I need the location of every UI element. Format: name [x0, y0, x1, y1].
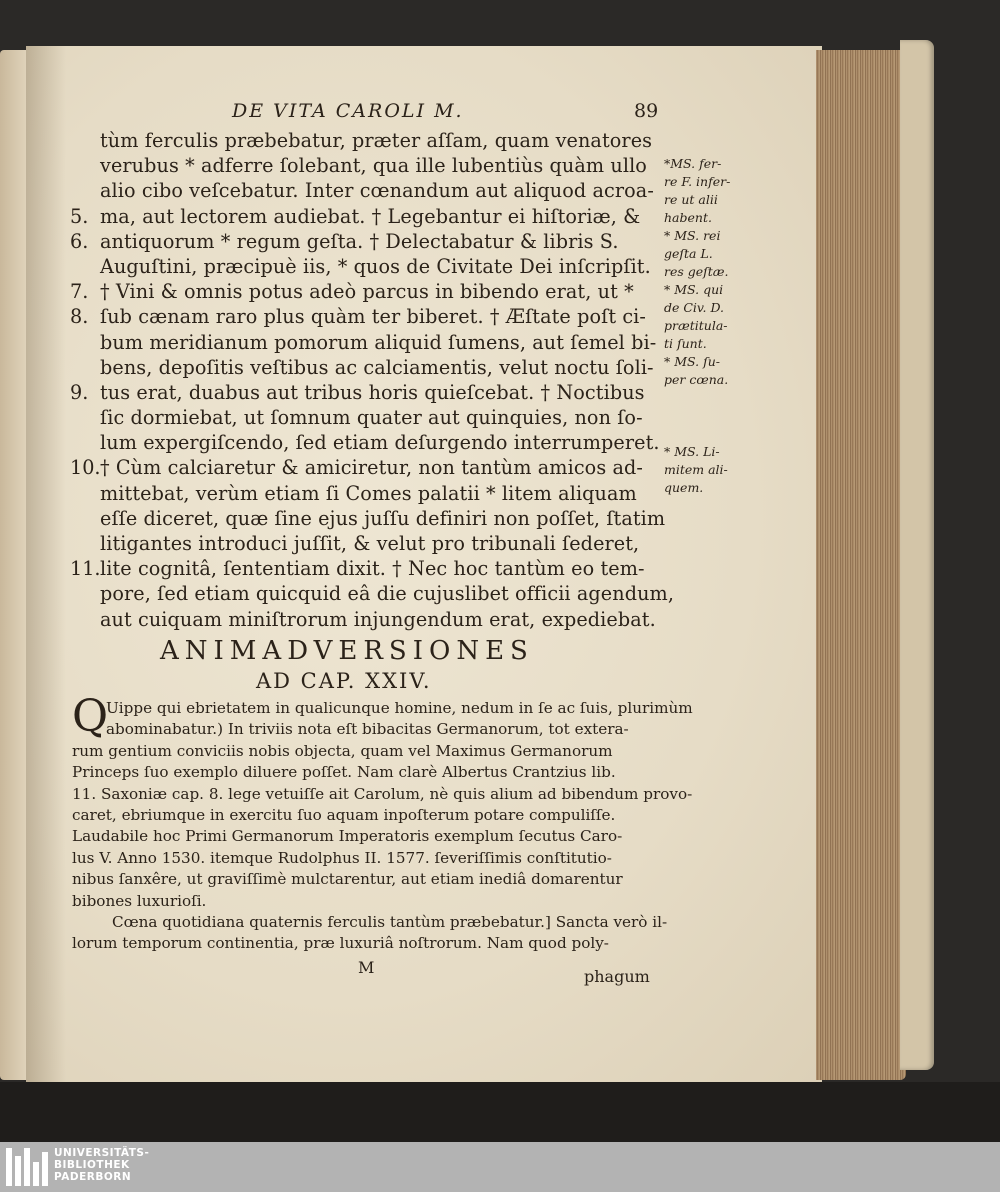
margin-note-line: * MS. rei [664, 228, 721, 243]
book-cover [900, 40, 934, 1070]
line-text: ma, aut lectorem audiebat. † Legebantur ei hiſtoriæ, & [100, 204, 641, 228]
text-line [70, 204, 670, 229]
text-line [70, 481, 670, 506]
commentary-line: rum gentium conviciis nobis objecta, quam vel Maximus Germanorum [72, 741, 613, 760]
line-text: ſub cænam raro plus quàm ter biberet. † Æſtate poſt ci- [100, 305, 647, 329]
text-line [70, 506, 670, 531]
library-name [54, 1147, 149, 1183]
text-line [70, 128, 670, 153]
margin-note-line [664, 408, 754, 424]
text-line [70, 153, 670, 178]
text-line [70, 330, 670, 355]
commentary-line: lorum temporum continentia, præ luxuriâ noſtrorum. Nam quod poly- [72, 934, 609, 953]
text-line [70, 178, 670, 203]
line-number [70, 178, 100, 203]
margin-note-line: res geſtæ. [664, 264, 729, 279]
commentary-text [72, 698, 693, 955]
text-line [70, 607, 670, 632]
main-text [70, 128, 675, 632]
commentary-line: abominabatur.) In triviis nota eſt bibacitas Germanorum, tot extera- [106, 720, 629, 739]
margin-note-line: per cœna. [664, 372, 729, 387]
margin-note-line: mitem ali- [664, 462, 728, 477]
text-line [70, 531, 670, 556]
line-number [70, 153, 100, 178]
commentary-line: bibones luxurioſi. [72, 891, 207, 910]
line-text: lum expergiſcendo, ſed etiam deſurgendo interrumperet. [100, 431, 660, 455]
text-line [70, 380, 670, 405]
line-number [70, 405, 100, 430]
line-number [70, 506, 100, 531]
margin-note-line [664, 390, 754, 406]
margin-note-line: * MS. Li- [664, 444, 720, 459]
line-number [70, 330, 100, 355]
page-edges [816, 50, 906, 1080]
line-number: 5. [70, 204, 89, 228]
commentary-line: 11. Saxoniæ cap. 8. lege vetuiſſe ait Carolum, nè quis alium ad bibendum provo- [72, 784, 693, 803]
text-line [70, 556, 670, 581]
running-head: DE VITA CAROLI M. [232, 100, 464, 122]
line-number [70, 607, 100, 632]
line-text: bens, depoſitis veſtibus ac calciamentis, velut noctu ſoli- [100, 355, 654, 379]
library-name-line1: UNIVERSITÄTS- [54, 1147, 150, 1159]
text-line [70, 455, 670, 480]
line-number [70, 128, 100, 153]
text-line [70, 430, 670, 455]
library-name-line3: PADERBORN [54, 1171, 132, 1183]
line-number: 11. [70, 557, 101, 581]
margin-note-line: * MS. ſu- [664, 354, 720, 369]
commentary-line: nibus ſanxêre, ut graviſſimè mulctarentur, aut etiam inediâ domarentur [72, 870, 623, 889]
margin-notes [664, 156, 754, 498]
text-line [70, 229, 670, 254]
commentary-line: Uippe qui ebrietatem in qualicunque homine, nedum in ſe ac ſuis, plurimùm [106, 699, 693, 717]
line-number: 10. [70, 456, 101, 480]
margin-note-line: ti ſunt. [664, 336, 707, 351]
bottom-shadow [0, 1082, 1000, 1142]
margin-note-line: *MS. fer- [664, 156, 722, 171]
text-line [70, 355, 670, 380]
section-heading: ANIMADVERSIONES [160, 636, 534, 666]
margin-note-line: geſta L. [664, 246, 713, 261]
library-footer [0, 1142, 1000, 1192]
section-subheading: AD CAP. XXIV. [256, 669, 432, 693]
margin-note-line: re ut alii [664, 192, 718, 207]
text-line [70, 405, 670, 430]
page-gutter-shadow [26, 46, 66, 1082]
line-number [70, 481, 100, 506]
line-text: eſſe diceret, quæ ſine ejus juſſu definiri non poſſet, ſtatim [100, 506, 666, 530]
library-name-line2: BIBLIOTHEK [54, 1159, 130, 1171]
margin-note-line: prætitula- [664, 318, 728, 333]
commentary-line: Princeps ſuo exemplo diluere poſſet. Nam clarè Albertus Crantzius lib. [72, 763, 616, 782]
text-line [70, 279, 670, 304]
margin-note-line: quem. [664, 480, 704, 495]
line-number: 6. [70, 229, 89, 253]
line-text: antiquorum * regum geſta. † Delectabatur & libris S. [100, 229, 619, 253]
margin-note-line: de Civ. D. [664, 300, 725, 315]
text-line [70, 581, 675, 606]
line-text: aut cuiquam miniſtrorum injungendum erat, expediebat. [100, 607, 656, 631]
line-text: Auguſtini, præcipuè iis, * quos de Civitate Dei inſcripſit. [100, 254, 651, 278]
line-number: 7. [70, 280, 89, 304]
signature-mark: M [358, 958, 375, 977]
line-text: lite cognitâ, ſententiam dixit. † Nec hoc tantùm eo tem- [100, 557, 645, 581]
margin-note-line: * MS. qui [664, 282, 724, 297]
line-number [70, 430, 100, 455]
line-text: † Cùm calciaretur & amiciretur, non tantùm amicos ad- [100, 456, 643, 480]
commentary-line: Cœna quotidiana quaternis ferculis tantùm præbebatur.] Sancta verò il- [112, 912, 668, 931]
commentary-line: lus V. Anno 1530. itemque Rudolphus II. 1577. ſeveriſſimis conſtitutio- [72, 848, 612, 867]
line-number: 9. [70, 380, 89, 404]
text-line [70, 304, 670, 329]
line-number [70, 531, 100, 556]
page-number: 89 [634, 100, 659, 122]
line-number [70, 355, 100, 380]
line-text: ſic dormiebat, ut ſomnum quater aut quinquies, non ſo- [100, 406, 643, 430]
drop-cap: Q [72, 691, 109, 742]
margin-note-line [664, 426, 754, 442]
line-text: pore, ſed etiam quicquid eâ die cujuslibet officii agendum, [100, 582, 675, 606]
text-line [70, 254, 670, 279]
line-text: bum meridianum pomorum aliquid ſumens, aut ſemel bi- [100, 330, 657, 354]
commentary-line: caret, ebriumque in exercitu ſuo aquam inpoſterum potare compuliſſe. [72, 805, 616, 824]
line-text: † Vini & omnis potus adeò parcus in bibendo erat, ut * [100, 280, 634, 304]
line-text: tùm ferculis præbebatur, præter aſſam, quam venatores [100, 129, 653, 152]
commentary-line: Laudabile hoc Primi Germanorum Imperatoris exemplum ſecutus Caro- [72, 827, 623, 846]
catchword: phagum [584, 967, 650, 986]
line-number: 8. [70, 305, 89, 329]
margin-note-line: re F. infer- [664, 174, 731, 189]
margin-note-line: habent. [664, 210, 712, 225]
line-text: litigantes introduci juſſit, & velut pro tribunali ſederet, [100, 532, 640, 555]
line-text: verubus * adferre ſolebant, qua ille lubentiùs quàm ullo [100, 154, 647, 178]
line-text: alio cibo veſcebatur. Inter cœnandum aut aliquod acroa- [100, 179, 654, 203]
line-number [70, 254, 100, 279]
line-text: mittebat, verùm etiam ſi Comes palatii * litem aliquam [100, 481, 637, 505]
library-logo-icon [6, 1148, 48, 1186]
line-text: tus erat, duabus aut tribus horis quieſcebat. † Noctibus [100, 380, 645, 404]
line-number [70, 581, 100, 606]
